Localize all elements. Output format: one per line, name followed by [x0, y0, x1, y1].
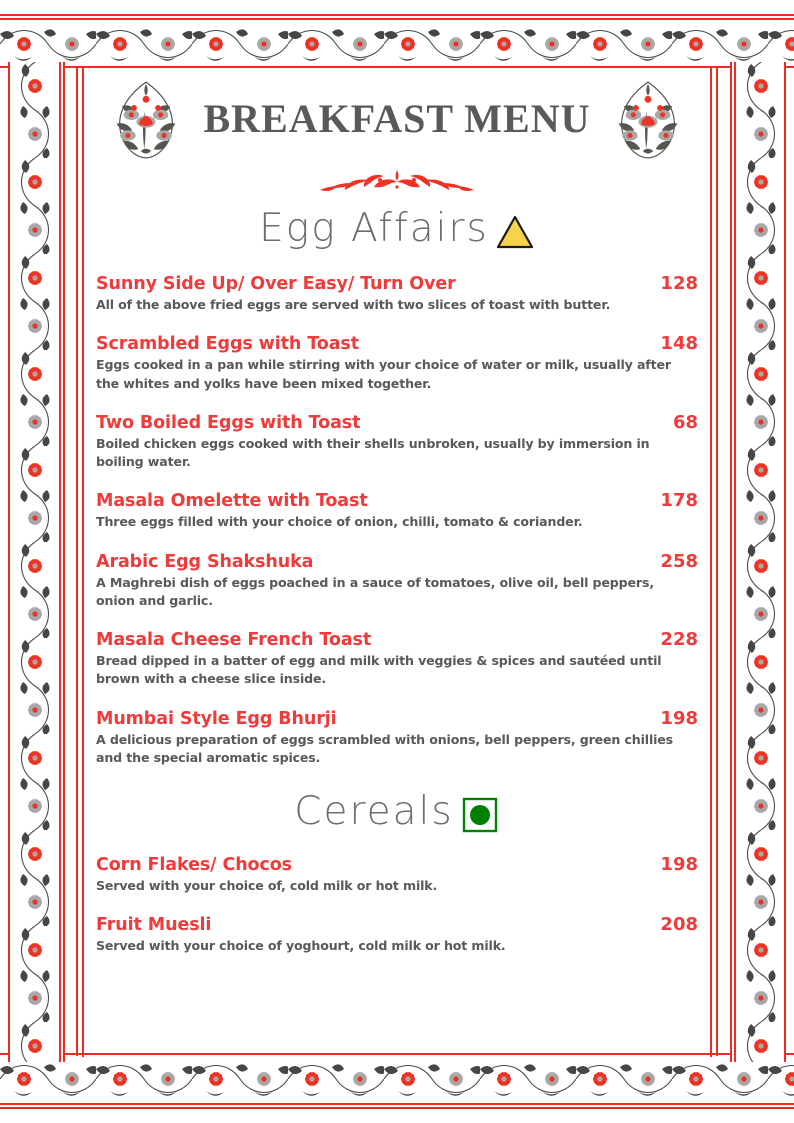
menu-item-description: Served with your choice of, cold milk or hot milk.: [96, 878, 438, 893]
page-title: BREAKFAST MENU: [203, 95, 591, 141]
menu-content: [96, 72, 698, 1052]
menu-item-price: 148: [660, 333, 698, 355]
menu-item-name: Fruit Muesli: [96, 915, 212, 936]
flourish-divider-wrap: [96, 166, 698, 200]
menu-item-description: Eggs cooked in a pan while stirring with your choice of water or milk, usually after the whites and yolks have been mixed together.: [96, 357, 671, 391]
menu-item[interactable]: [96, 708, 698, 768]
red-flourish-divider-icon: [312, 166, 482, 196]
section-heading-egg-affairs: [96, 206, 698, 251]
menu-item-price: 228: [660, 629, 698, 650]
menu-item-price: 68: [672, 411, 698, 433]
menu-items-egg-affairs: [96, 273, 698, 767]
menu-item-price: 258: [660, 550, 698, 572]
menu-item-price: 178: [660, 490, 698, 512]
menu-item-row: [96, 412, 698, 433]
menu-item-row: [96, 914, 698, 935]
menu-items-cereals: [96, 854, 698, 956]
floral-bouquet-motif-right: [605, 77, 691, 163]
menu-item-description: A Maghrebi dish of eggs poached in a sauce of tomatoes, olive oil, bell peppers, onion and garlic.: [96, 574, 654, 608]
border-band-top: [0, 14, 794, 70]
menu-item[interactable]: [96, 914, 698, 955]
menu-item-price: 128: [660, 273, 698, 294]
menu-item-row: [96, 629, 698, 650]
menu-item-row: [96, 333, 698, 354]
section-title: Cereals: [294, 789, 454, 834]
section-heading-cereals: [96, 789, 698, 834]
menu-item-row: [96, 708, 698, 729]
menu-item[interactable]: [96, 490, 698, 531]
menu-item[interactable]: [96, 412, 698, 472]
menu-item-name: Masala Omelette with Toast: [96, 491, 368, 512]
menu-item-price: 198: [660, 854, 698, 875]
egg-triangle-mark-icon: [495, 212, 535, 252]
menu-item-name: Two Boiled Eggs with Toast: [96, 412, 361, 433]
menu-item-description: A delicious preparation of eggs scrambled with onions, bell peppers, green chillies and the special aromatic spices.: [96, 731, 674, 765]
menu-item-row: [96, 854, 698, 875]
border-band-left: [8, 62, 64, 1062]
menu-item-name: Mumbai Style Egg Bhurji: [96, 708, 337, 729]
menu-item-name: Scrambled Eggs with Toast: [96, 334, 359, 355]
border-band-bottom: [0, 1053, 794, 1109]
menu-item-description: Boiled chicken eggs cooked with their shells unbroken, usually by immersion in boiling water.: [96, 435, 650, 469]
floral-bouquet-motif-left: [103, 77, 189, 163]
menu-item-row: [96, 551, 698, 572]
menu-item-name: Masala Cheese French Toast: [96, 630, 372, 650]
menu-item-price: 208: [660, 914, 698, 936]
menu-item-description: Served with your choice of yoghourt, cold milk or hot milk.: [96, 938, 506, 954]
menu-item[interactable]: [96, 273, 698, 314]
section-title: Egg Affairs: [259, 206, 489, 251]
menu-item-name: Arabic Egg Shakshuka: [96, 551, 314, 572]
menu-item[interactable]: [96, 551, 698, 611]
menu-item-description: All of the above fried eggs are served with two slices of toast with butter.: [96, 297, 611, 312]
menu-item[interactable]: [96, 854, 698, 895]
menu-item[interactable]: [96, 629, 698, 689]
border-band-right: [730, 62, 786, 1062]
menu-item[interactable]: [96, 333, 698, 393]
menu-item-name: Sunny Side Up/ Over Easy/ Turn Over: [96, 274, 456, 294]
menu-item-description: Bread dipped in a batter of egg and milk with veggies & spices and sautéed until brown with a cheese slice inside.: [96, 653, 662, 687]
masthead: [96, 72, 698, 168]
menu-item-name: Corn Flakes/ Chocos: [96, 855, 292, 875]
menu-item-row: [96, 490, 698, 511]
menu-item-description: Three eggs filled with your choice of onion, chilli, tomato & coriander.: [96, 514, 583, 530]
veg-square-mark-icon: [460, 795, 500, 835]
menu-item-price: 198: [660, 707, 698, 729]
menu-item-row: [96, 273, 698, 294]
